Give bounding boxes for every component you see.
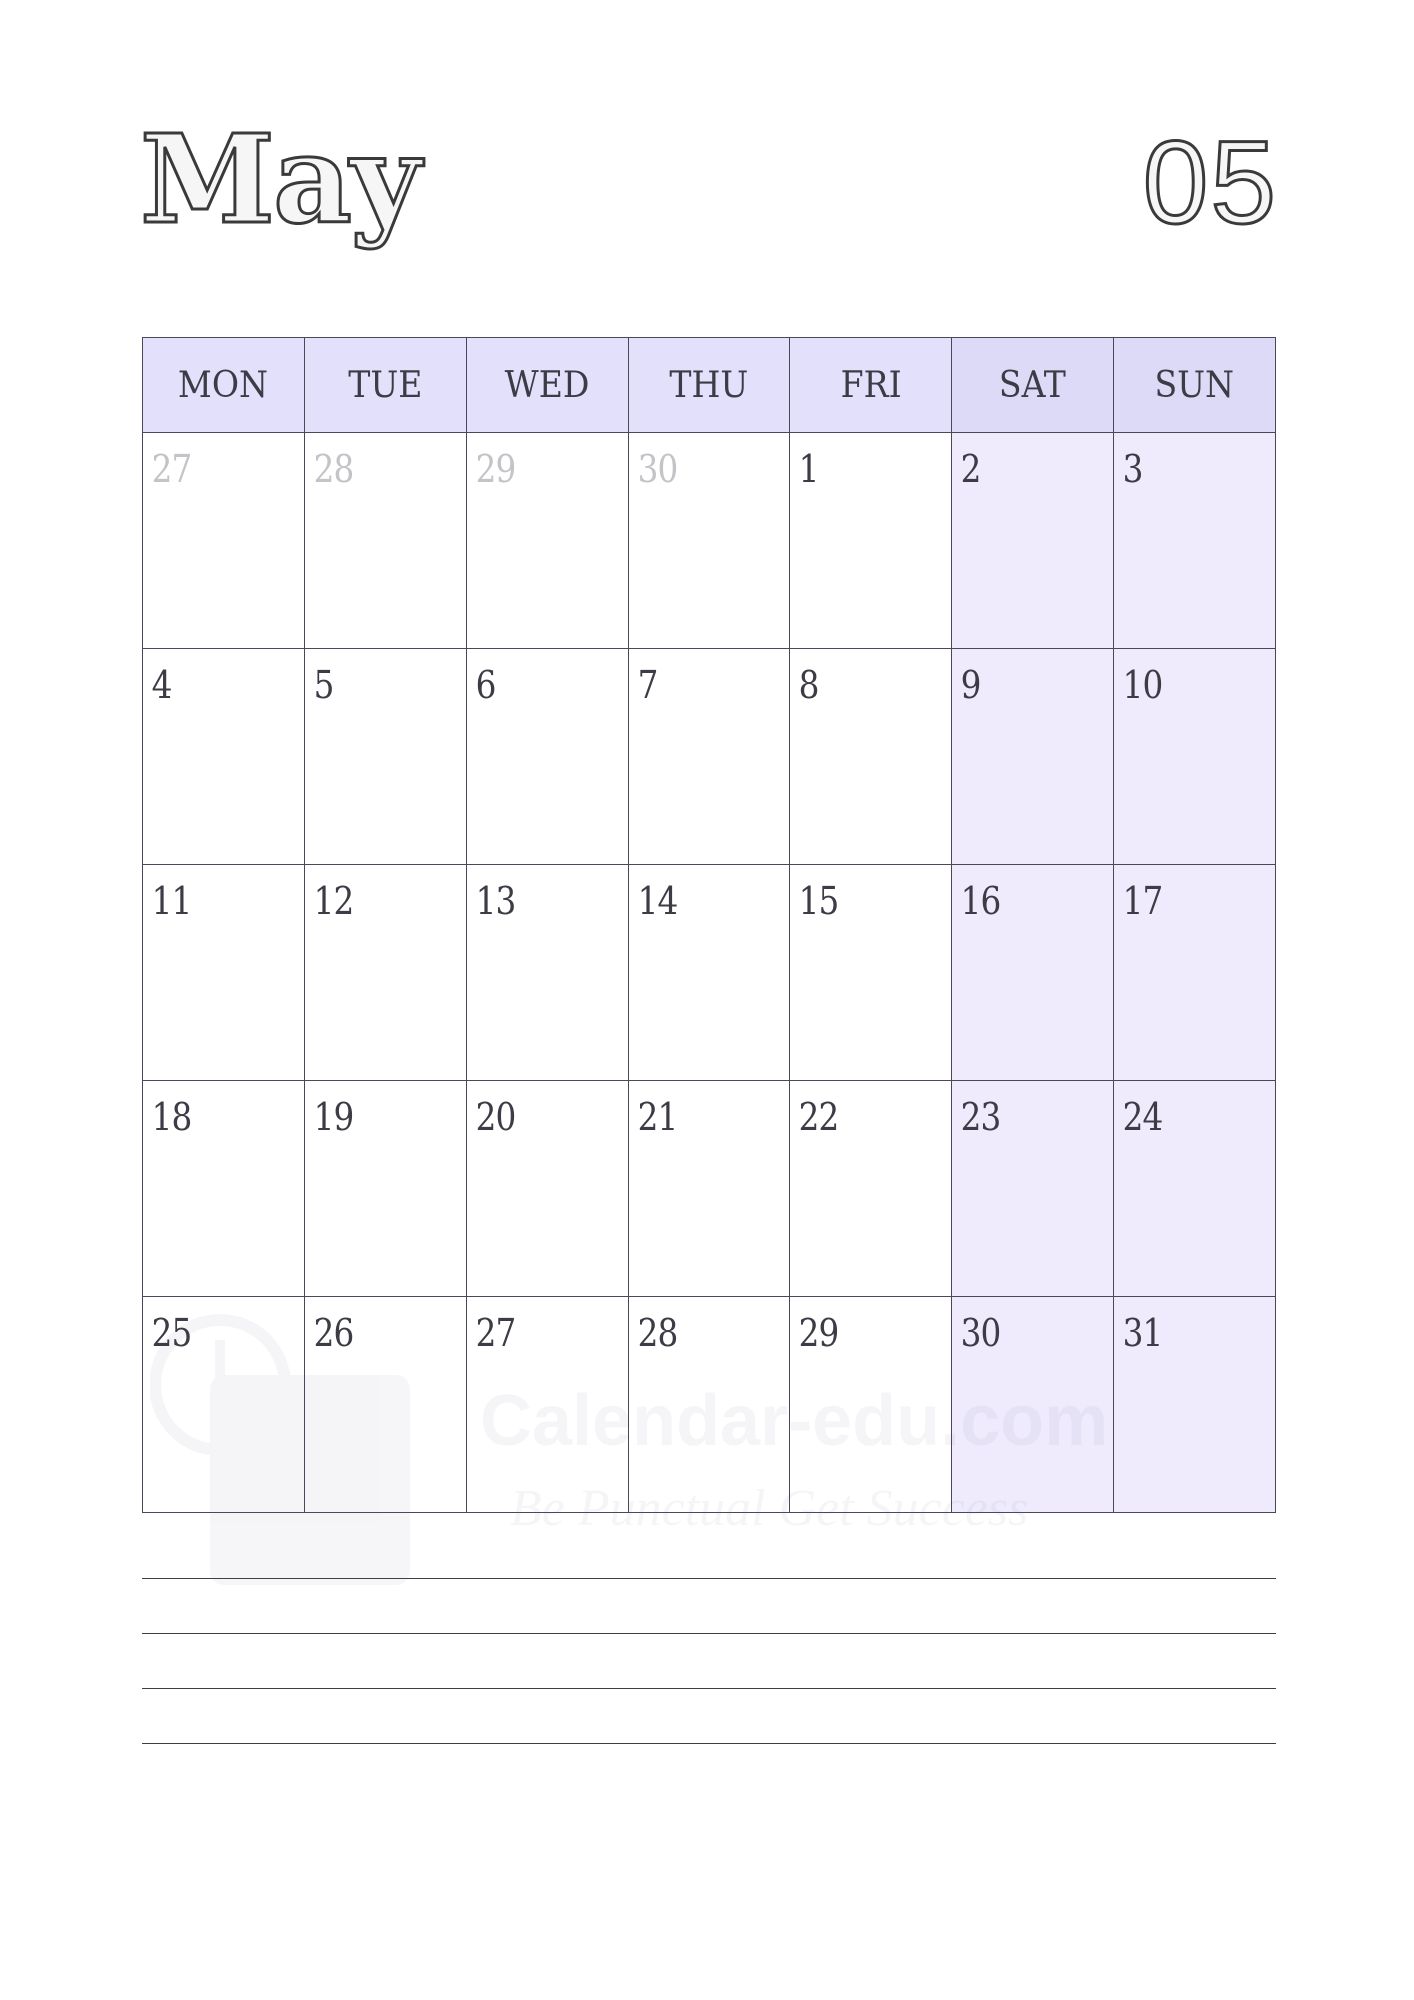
day-number: 27 bbox=[475, 1311, 516, 1355]
day-cell[interactable] bbox=[466, 1297, 628, 1513]
calendar-grid bbox=[142, 337, 1276, 1513]
day-number: 1 bbox=[798, 447, 819, 491]
day-number: 14 bbox=[637, 879, 678, 923]
week-row bbox=[143, 1081, 1276, 1297]
day-number: 28 bbox=[637, 1311, 678, 1355]
day-cell[interactable] bbox=[143, 865, 305, 1081]
day-cell[interactable] bbox=[143, 433, 305, 649]
weekday-tue: TUE bbox=[304, 338, 466, 433]
day-cell[interactable] bbox=[466, 649, 628, 865]
day-number: 30 bbox=[960, 1311, 1001, 1355]
day-number: 3 bbox=[1122, 447, 1143, 491]
day-cell[interactable] bbox=[143, 1081, 305, 1297]
day-cell[interactable] bbox=[304, 1297, 466, 1513]
week-row bbox=[143, 433, 1276, 649]
day-cell[interactable] bbox=[466, 1081, 628, 1297]
day-number: 12 bbox=[313, 879, 354, 923]
weekday-wed: WED bbox=[466, 338, 628, 433]
day-cell[interactable] bbox=[143, 649, 305, 865]
note-line[interactable] bbox=[142, 1743, 1276, 1744]
day-cell[interactable] bbox=[790, 649, 952, 865]
weekday-sun: SUN bbox=[1114, 338, 1276, 433]
day-cell[interactable] bbox=[1114, 865, 1276, 1081]
weekday-fri: FRI bbox=[790, 338, 952, 433]
day-cell[interactable] bbox=[1114, 649, 1276, 865]
weekday-header-row bbox=[143, 338, 1276, 433]
day-cell[interactable] bbox=[628, 1297, 790, 1513]
day-cell[interactable] bbox=[304, 649, 466, 865]
day-cell[interactable] bbox=[790, 1081, 952, 1297]
day-cell[interactable] bbox=[952, 865, 1114, 1081]
month-title: May bbox=[140, 107, 419, 251]
day-cell[interactable] bbox=[628, 865, 790, 1081]
day-cell[interactable] bbox=[628, 649, 790, 865]
day-number: 20 bbox=[475, 1095, 516, 1139]
day-cell[interactable] bbox=[952, 1297, 1114, 1513]
day-cell[interactable] bbox=[1114, 1081, 1276, 1297]
day-cell[interactable] bbox=[466, 865, 628, 1081]
note-line[interactable] bbox=[142, 1578, 1276, 1579]
day-number: 18 bbox=[151, 1095, 192, 1139]
day-cell[interactable] bbox=[1114, 433, 1276, 649]
weekday-sat: SAT bbox=[952, 338, 1114, 433]
day-cell[interactable] bbox=[304, 1081, 466, 1297]
day-cell[interactable] bbox=[790, 865, 952, 1081]
week-row bbox=[143, 865, 1276, 1081]
day-number: 16 bbox=[960, 879, 1001, 923]
day-number: 29 bbox=[798, 1311, 839, 1355]
day-cell[interactable] bbox=[952, 1081, 1114, 1297]
weekday-mon: MON bbox=[143, 338, 305, 433]
day-number: 23 bbox=[960, 1095, 1001, 1139]
day-number: 30 bbox=[637, 447, 678, 491]
day-number: 10 bbox=[1122, 663, 1163, 707]
day-cell[interactable] bbox=[790, 433, 952, 649]
day-number: 4 bbox=[151, 663, 172, 707]
day-number: 15 bbox=[798, 879, 839, 923]
day-number: 26 bbox=[313, 1311, 354, 1355]
day-cell[interactable] bbox=[143, 1297, 305, 1513]
day-cell[interactable] bbox=[304, 865, 466, 1081]
note-line[interactable] bbox=[142, 1633, 1276, 1634]
note-line[interactable] bbox=[142, 1688, 1276, 1689]
day-number: 25 bbox=[151, 1311, 192, 1355]
day-number: 6 bbox=[475, 663, 496, 707]
day-number: 11 bbox=[151, 879, 192, 923]
day-cell[interactable] bbox=[790, 1297, 952, 1513]
day-number: 5 bbox=[313, 663, 334, 707]
day-cell[interactable] bbox=[952, 433, 1114, 649]
week-row bbox=[143, 1297, 1276, 1513]
day-number: 8 bbox=[798, 663, 819, 707]
day-cell[interactable] bbox=[304, 433, 466, 649]
day-number: 27 bbox=[151, 447, 192, 491]
day-cell[interactable] bbox=[628, 433, 790, 649]
day-number: 21 bbox=[637, 1095, 678, 1139]
weekday-thu: THU bbox=[628, 338, 790, 433]
day-number: 7 bbox=[637, 663, 658, 707]
week-row bbox=[143, 649, 1276, 865]
day-cell[interactable] bbox=[466, 433, 628, 649]
day-number: 19 bbox=[313, 1095, 354, 1139]
day-number: 29 bbox=[475, 447, 516, 491]
day-number: 22 bbox=[798, 1095, 839, 1139]
month-number: 05 bbox=[1142, 117, 1278, 249]
day-cell[interactable] bbox=[628, 1081, 790, 1297]
day-number: 9 bbox=[960, 663, 981, 707]
day-number: 24 bbox=[1122, 1095, 1163, 1139]
day-number: 17 bbox=[1122, 879, 1163, 923]
day-cell[interactable] bbox=[1114, 1297, 1276, 1513]
day-number: 28 bbox=[313, 447, 354, 491]
day-number: 31 bbox=[1122, 1311, 1163, 1355]
day-number: 2 bbox=[960, 447, 981, 491]
day-cell[interactable] bbox=[952, 649, 1114, 865]
day-number: 13 bbox=[475, 879, 516, 923]
